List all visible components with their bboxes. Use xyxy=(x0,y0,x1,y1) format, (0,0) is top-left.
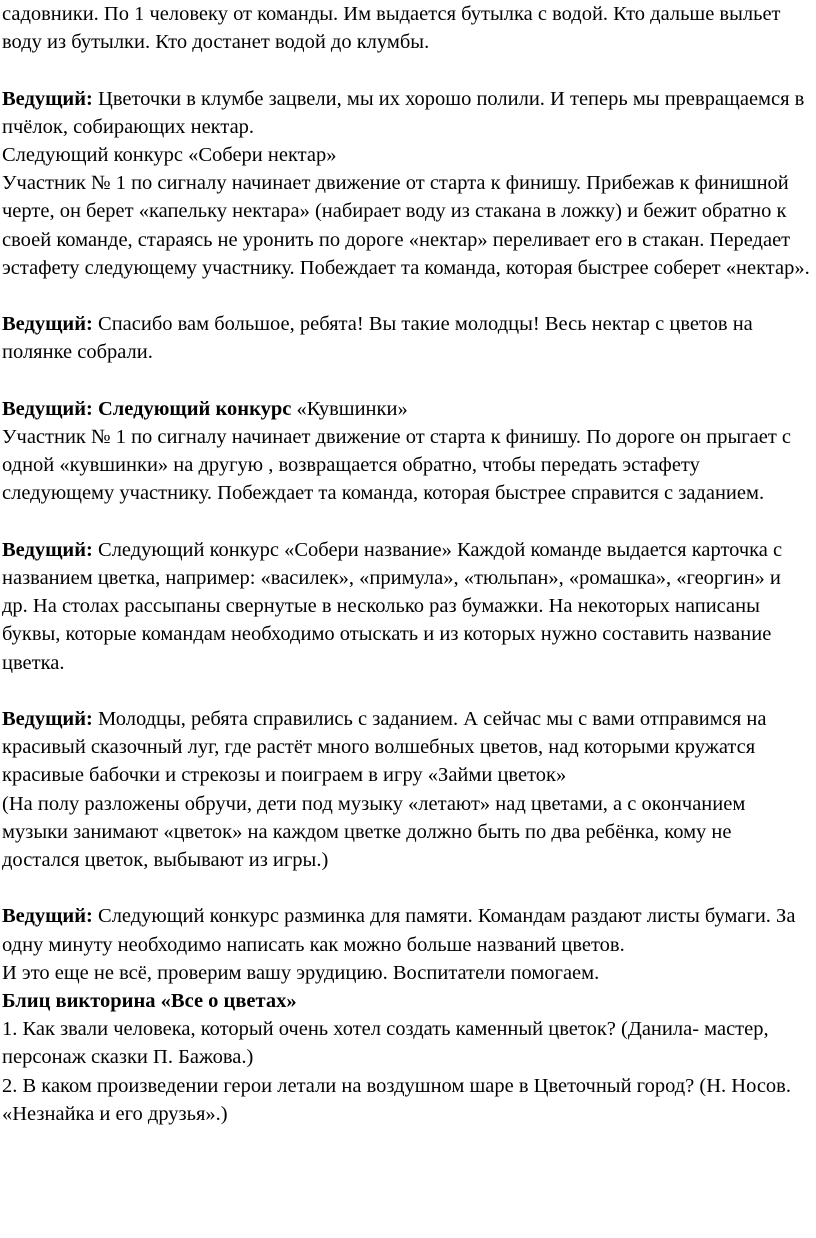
paragraph-text: Следующий конкурс «Собери нектар» xyxy=(2,144,337,166)
paragraph-gap xyxy=(2,367,810,395)
speaker-label: Ведущий: xyxy=(2,708,93,730)
quiz-title: Блиц викторина «Все о цветах» xyxy=(2,990,297,1013)
heading-quiz xyxy=(2,987,810,1015)
paragraph-text: (На полу разложены обручи, дети под музыку «летают» над цветами, а с окончанием музыки занимают «цветок» на каждом цветке должно быть по два ребёнка, кому не достался цветок, выбывают из игры.) xyxy=(2,792,746,872)
paragraph-text: 2. В каком произведении герои летали на воздушном шаре в Цветочный город? (Н. Носов. «Незнайка и его друзья».) xyxy=(2,1074,791,1125)
quiz-question-2 xyxy=(2,1072,810,1128)
paragraph-erudition xyxy=(2,959,810,987)
speaker-label: Ведущий: xyxy=(2,87,93,110)
paragraph-text: Следующий конкурс разминка для памяти. Командам раздают листы бумаги. За одну минуту необходимо написать как можно больше названий цветов. xyxy=(2,905,796,956)
paragraph-host-name-contest xyxy=(2,536,810,677)
speaker-label: Ведущий: xyxy=(2,538,93,561)
paragraph-text: Молодцы, ребята справились с заданием. А сейчас мы с вами отправимся на красивый сказочный луг, где растёт много волшебных цветов, над которыми кружатся красивые бабочки и стрекозы и поиграем в игру «Займи цветок» xyxy=(2,708,767,787)
paragraph-text: Спасибо вам большое, ребята! Вы такие молодцы! Весь нектар с цветов на полянке собрали. xyxy=(2,313,753,364)
speaker-label: Ведущий: xyxy=(2,905,93,928)
paragraph-text: «Кувшинки» xyxy=(291,397,408,420)
paragraph-gap xyxy=(2,56,810,84)
paragraph-host-memory xyxy=(2,902,810,958)
paragraph-text: Следующий конкурс «Собери название» Каждой команде выдается карточка с названием цветка, например: «василек», «примула», «тюльпан», «ромашка», «георгин» и др. На столах рассыпаны свернутые в несколько раз бумажки. На некоторых написаны буквы, которые командам необходимо отыскать и из которых нужно составить название цветка. xyxy=(2,538,783,674)
document-page xyxy=(2,0,810,1128)
paragraph-host-meadow xyxy=(2,705,810,790)
paragraph-gap xyxy=(2,677,810,705)
paragraph-text: 1. Как звали человека, который очень хотел создать каменный цветок? (Данила- мастер, персонаж сказки П. Бажова.) xyxy=(2,1018,769,1069)
heading-lilies-contest xyxy=(2,395,810,423)
paragraph-game-rules xyxy=(2,790,810,875)
paragraph-nectar-rules xyxy=(2,169,810,282)
quiz-question-1 xyxy=(2,1015,810,1071)
paragraph-gap xyxy=(2,508,810,536)
paragraph-lilies-rules xyxy=(2,423,810,508)
paragraph-text: Участник № 1 по сигналу начинает движение от старта к финишу. По дороге он прыгает с одной «кувшинки» на другую , возвращается обратно, чтобы передать эстафету следующему участнику. Побеждает та команда, которая быстрее справится с заданием. xyxy=(2,426,792,505)
speaker-label: Ведущий: xyxy=(2,313,93,336)
paragraph-gardeners xyxy=(2,0,810,56)
paragraph-text: Цветочки в клумбе зацвели, мы их хорошо полили. И теперь мы превращаемся в пчёлок, собирающих нектар. xyxy=(2,87,805,138)
paragraph-host-thanks xyxy=(2,310,810,366)
paragraph-text: И это еще не всё, проверим вашу эрудицию. Воспитатели помогаем. xyxy=(2,961,600,984)
heading-nectar-contest xyxy=(2,141,810,169)
paragraph-gap xyxy=(2,874,810,902)
paragraph-text: Участник № 1 по сигналу начинает движение от старта к финишу. Прибежав к финишной черте, он берет «капельку нектара» (набирает воду из стакана в ложку) и бежит обратно к своей команде, стараясь не уронить по дороге «нектар» переливает его в стакан. Передает эстафету следующему участнику. Побеждает та команда, которая быстрее соберет «нектар». xyxy=(2,172,810,279)
paragraph-host-flowers xyxy=(2,85,810,141)
paragraph-gap xyxy=(2,282,810,310)
speaker-label: Ведущий: Следующий конкурс xyxy=(2,397,292,420)
paragraph-text: садовники. По 1 человеку от команды. Им выдается бутылка с водой. Кто дальше выльет воду из бутылки. Кто достанет водой до клумбы. xyxy=(2,3,781,54)
